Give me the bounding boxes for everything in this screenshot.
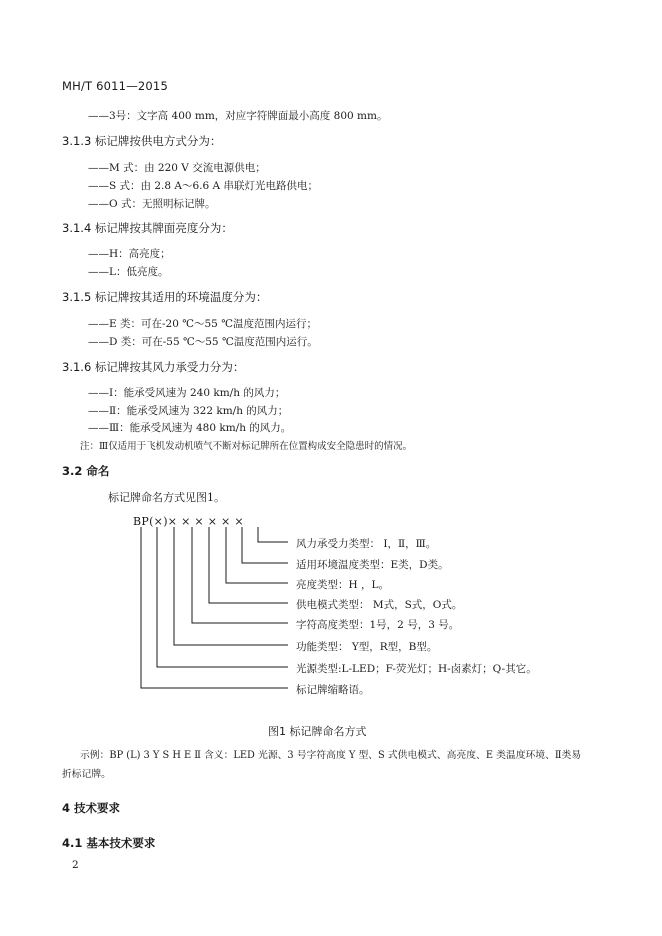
figure-caption: 图1 标记牌命名方式 <box>268 725 367 738</box>
naming-intro: 标记牌命名方式见图1。 <box>108 491 225 504</box>
list-item: ——S 式：由 2.8 A～6.6 A 串联灯光电路供电； <box>88 180 318 192</box>
section-3-2-heading: 3.2 命名 <box>62 464 110 478</box>
diagram-label: 字符高度类型：1号，2 号，3 号。 <box>296 619 460 631</box>
connector-line <box>242 527 288 563</box>
diagram-label: 风力承受力类型： Ⅰ，Ⅱ，Ⅲ。 <box>296 538 437 550</box>
section-4-1-heading: 4.1 基本技术要求 <box>62 836 156 850</box>
list-item: ——M 式：由 220 V 交流电源供电； <box>88 162 266 174</box>
list-item: ——O 式：无照明标记牌。 <box>88 198 216 210</box>
note: 注：Ⅲ仅适用于飞机发动机喷气不断对标记牌所在位置构成安全隐患时的情况。 <box>80 441 413 452</box>
connector-line <box>174 527 288 645</box>
list-item: ——Ⅰ：能承受风速为 240 km/h 的风力； <box>88 387 286 399</box>
example-line: 折标记牌。 <box>62 769 111 780</box>
diagram-label: 功能类型： Y型，R型，B型。 <box>296 641 438 653</box>
connector-line <box>258 527 288 542</box>
connector-line <box>192 527 288 623</box>
diagram-label: 供电模式类型： M式，S式，O式。 <box>296 599 463 611</box>
connector-line <box>226 527 288 583</box>
page-number: 2 <box>72 859 79 871</box>
list-item: ——D 类：可在-55 ℃～55 ℃温度范围内运行。 <box>88 336 318 348</box>
diagram-label: 亮度类型：H ，L。 <box>296 579 389 591</box>
connector-line <box>141 527 288 688</box>
code-pattern: BP(×)× × × × × × <box>133 515 244 528</box>
size-item-3: ——3号：文字高 400 mm，对应字符牌面最小高度 800 mm。 <box>88 110 388 122</box>
section-3-1-5-heading: 3.1.5 标记牌按其适用的环境温度分为： <box>62 290 268 304</box>
section-3-1-3-heading: 3.1.3 标记牌按供电方式分为： <box>62 134 222 148</box>
section-3-1-6-heading: 3.1.6 标记牌按其风力承受力分为： <box>62 360 245 374</box>
list-item: ——Ⅲ：能承受风速为 480 km/h 的风力。 <box>88 422 292 434</box>
connector-line <box>209 527 288 603</box>
document-header: MH/T 6011—2015 <box>62 79 168 93</box>
diagram-label: 适用环境温度类型：E类，D类。 <box>296 559 449 571</box>
list-item: ——H：高亮度； <box>88 248 171 260</box>
connector-line <box>157 527 288 667</box>
list-item: ——Ⅱ：能承受风速为 322 km/h 的风力； <box>88 405 289 417</box>
list-item: ——E 类：可在-20 ℃～55 ℃温度范围内运行； <box>88 318 317 330</box>
section-4-heading: 4 技术要求 <box>62 801 121 815</box>
example-line: 示例：BP (L) 3 Y S H E Ⅱ 含义：LED 光源、3 号字符高度 Y 型、S 式供电模式、高亮度、E 类温度环境、Ⅱ类易 <box>80 750 582 761</box>
diagram-label: 光源类型:L-LED；F-荧光灯；H-卤素灯；Q-其它。 <box>296 663 537 675</box>
section-3-1-4-heading: 3.1.4 标记牌按其牌面亮度分为： <box>62 221 233 235</box>
diagram-label: 标记牌缩略语。 <box>296 684 370 696</box>
list-item: ——L：低亮度。 <box>88 266 169 278</box>
